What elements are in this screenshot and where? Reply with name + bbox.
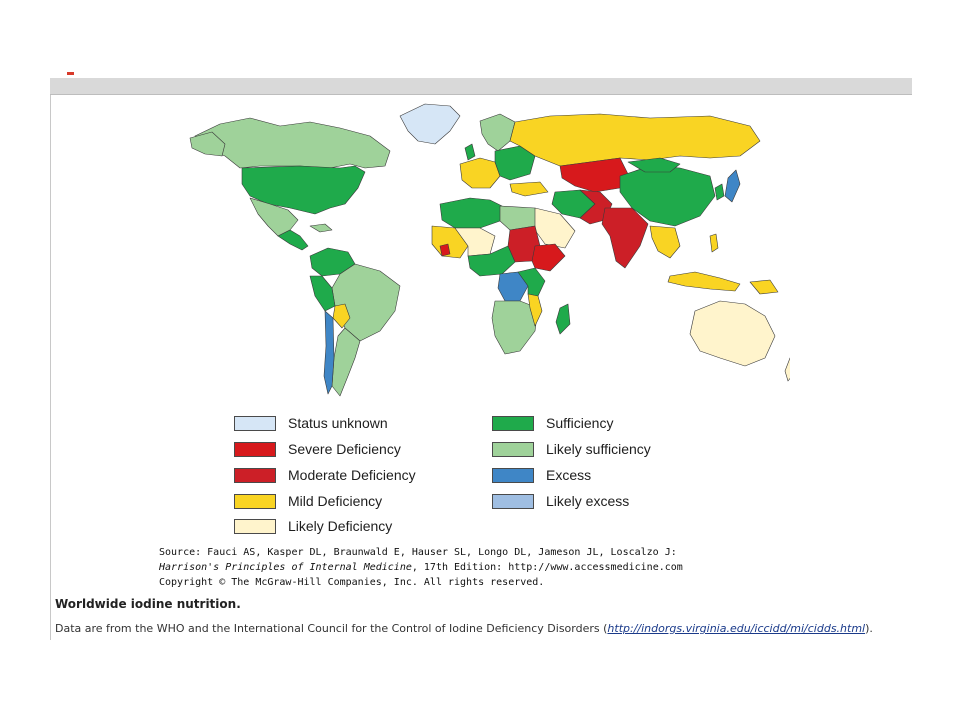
copyright-line: Copyright © The McGraw-Hill Companies, Inc. All rights reserved. xyxy=(159,577,545,588)
figure-caption-text xyxy=(55,622,873,635)
legend-label: Status unknown xyxy=(288,415,388,431)
region-peru xyxy=(310,276,335,311)
region-korea xyxy=(715,184,724,200)
legend-item-status-unknown xyxy=(234,414,388,432)
region-russia xyxy=(510,114,760,166)
legend-item-severe-deficiency xyxy=(234,440,401,458)
region-egypt-libya xyxy=(500,206,535,230)
region-madagascar xyxy=(556,304,570,334)
legend-item-likely-excess xyxy=(492,492,629,510)
red-corner-mark xyxy=(67,72,74,75)
world-iodine-map xyxy=(150,96,790,406)
region-png xyxy=(750,280,778,294)
legend-item-moderate-deficiency xyxy=(234,466,416,484)
legend-label: Excess xyxy=(546,467,592,483)
legend-label: Sufficiency xyxy=(546,415,614,431)
region-caribbean xyxy=(310,224,332,232)
region-europe-west xyxy=(460,158,500,188)
swatch-severe-deficiency xyxy=(234,442,276,457)
legend-label: Mild Deficiency xyxy=(288,493,383,509)
figure-caption-title: Worldwide iodine nutrition. xyxy=(55,597,241,611)
region-ethiopia xyxy=(532,244,565,271)
swatch-moderate-deficiency xyxy=(234,468,276,483)
region-indonesia xyxy=(668,272,740,291)
legend-item-likely-deficiency xyxy=(234,517,392,535)
caption-text-after: ). xyxy=(865,622,873,635)
legend-label: Severe Deficiency xyxy=(288,441,401,457)
region-philippines xyxy=(710,234,718,252)
region-turkey xyxy=(510,182,548,196)
caption-text-before: Data are from the WHO and the International Council for the Control of Iodine Deficiency Disorders ( xyxy=(55,622,608,635)
frame-title-bar xyxy=(50,78,912,95)
legend-label: Likely sufficiency xyxy=(546,441,651,457)
map-legend xyxy=(234,412,694,542)
region-new-zealand xyxy=(785,354,790,381)
legend-label: Likely excess xyxy=(546,493,630,509)
swatch-excess xyxy=(492,468,534,483)
swatch-likely-sufficiency xyxy=(492,442,534,457)
region-sierra-leone xyxy=(440,244,450,256)
region-argentina xyxy=(332,328,360,396)
region-australia xyxy=(690,301,775,366)
region-uk xyxy=(465,144,475,160)
source-line-2 xyxy=(159,560,683,575)
region-japan xyxy=(725,170,740,202)
legend-item-sufficiency xyxy=(492,414,613,432)
source-line-1: Source: Fauci AS, Kasper DL, Braunwald E, Hauser SL, Longo DL, Jameson JL, Loscalzo J: xyxy=(159,547,677,558)
source-book-title: Harrison's Principles of Internal Medicine xyxy=(159,562,412,573)
swatch-sufficiency xyxy=(492,416,534,431)
source-edition: , 17th Edition: http://www.accessmedicine.com xyxy=(411,562,683,573)
source-citation xyxy=(159,545,683,590)
region-mongolia xyxy=(628,158,680,172)
legend-label: Likely Deficiency xyxy=(288,518,393,534)
region-north-africa xyxy=(440,198,502,228)
region-brazil xyxy=(332,264,400,341)
legend-item-mild-deficiency xyxy=(234,492,382,510)
region-greenland xyxy=(400,104,460,144)
swatch-likely-excess xyxy=(492,494,534,509)
swatch-status-unknown xyxy=(234,416,276,431)
iccidd-link[interactable]: http://indorgs.virginia.edu/iccidd/mi/cidds.html xyxy=(607,622,866,635)
swatch-mild-deficiency xyxy=(234,494,276,509)
legend-item-likely-sufficiency xyxy=(492,440,651,458)
region-scandinavia xyxy=(480,114,515,151)
region-india xyxy=(602,208,648,268)
swatch-likely-deficiency xyxy=(234,519,276,534)
region-chile xyxy=(324,311,334,394)
legend-label: Moderate Deficiency xyxy=(288,467,416,483)
legend-item-excess xyxy=(492,466,591,484)
region-se-asia xyxy=(650,226,680,258)
